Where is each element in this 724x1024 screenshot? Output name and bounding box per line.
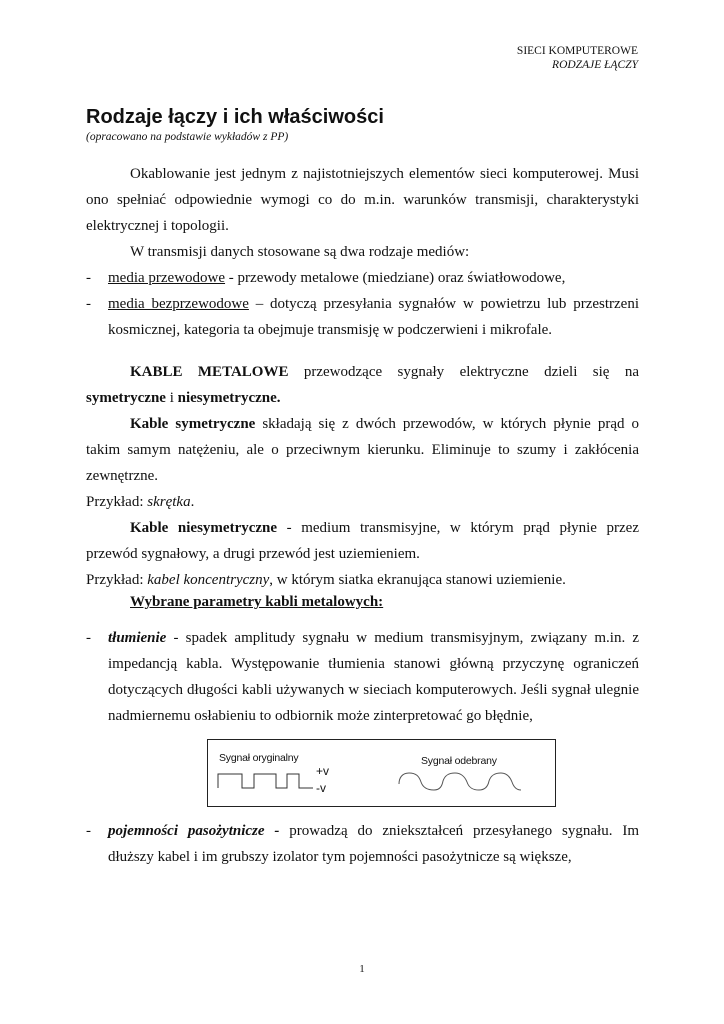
header-topic: RODZAJE ŁĄCZY <box>552 59 638 71</box>
list-item <box>86 265 639 291</box>
bold-text: Kable <box>130 416 176 432</box>
term-parasitic-capacitance: pojemności pasożytnicze - <box>108 823 280 839</box>
italic-text: skrętka <box>147 494 191 510</box>
section-heading: Wybrane parametry kabli metalowych: <box>130 594 384 610</box>
term-wired-media: media przewodowe <box>108 270 226 286</box>
bold-text: niesymetryczne <box>177 520 278 536</box>
received-distorted-wave <box>399 773 521 790</box>
signal-figure <box>207 739 556 807</box>
term-description: prowadzą do zniekształceń przesyłanego sygnału. Im dłuższy kabel i im grubszy izolator tym pojemności pasożytnicze są większe, <box>108 823 639 865</box>
term-attenuation: tłumienie <box>108 630 167 646</box>
bold-text: symetryczne <box>175 416 256 432</box>
page-title: Rodzaje łączy i ich właściwości <box>86 106 384 128</box>
term-wireless-media: media bezprzewodowe <box>108 296 249 312</box>
bullet-dash: - <box>86 823 91 839</box>
original-signal-label: Sygnał oryginalny <box>219 752 299 764</box>
asymmetric-cables-paragraph <box>86 515 639 567</box>
bullet-dash: - <box>86 296 91 312</box>
capacitance-section <box>86 818 639 870</box>
plus-v-label: +v <box>316 764 330 778</box>
minus-v-label: -v <box>316 781 326 795</box>
received-signal-label: Sygnał odebrany <box>421 755 497 767</box>
metal-cables-section <box>86 359 639 593</box>
page-number: 1 <box>359 963 365 975</box>
list-item <box>86 291 639 343</box>
text: . <box>190 494 195 510</box>
bold-text: KABLE METALOWE <box>130 364 289 380</box>
text: Przykład: <box>86 572 148 588</box>
text: składają się z dwóch przewodów, w których płynie prąd o takim samym natężeniu, ale o przeciwnym kierunku. Eliminuje to szumy i zakłócenia zewnętrzne. <box>86 416 639 484</box>
term-description: – dotyczą przesyłania sygnałów w powietrzu lub przestrzeni kosmicznej, kategoria ta obejmuje transmisję w podczerwieni i mikrofale. <box>108 296 639 338</box>
list-item <box>86 625 639 729</box>
bullet-dash: - <box>86 270 91 286</box>
metal-cables-paragraph <box>86 359 639 411</box>
intro-paragraph: Okablowanie jest jednym z najistotniejszych elementów sieci komputerowej. Musi ono spełniać odpowiednie wymogi co do m.in. warunków transmisji, charakterystyki elektrycznej i topologii. <box>86 166 639 234</box>
signal-waveforms <box>208 740 555 806</box>
text: i <box>165 390 178 406</box>
text: - medium transmisyjne, w którym prąd płynie przez przewód sygnałowy, a drugi przewód jest uziemieniem. <box>86 520 639 562</box>
symmetric-cables-paragraph <box>86 411 639 489</box>
text: , w którym siatka ekranująca stanowi uziemienie. <box>269 572 566 588</box>
list-item <box>86 818 639 870</box>
text: Przykład: <box>86 494 148 510</box>
term-description: - przewody metalowe (miedziane) oraz światłowodowe, <box>225 270 566 286</box>
page-subtitle: (opracowano na podstawie wykładów z PP) <box>86 131 289 143</box>
original-square-wave <box>218 774 313 788</box>
bold-text: niesymetryczne. <box>177 390 281 406</box>
italic-text: kabel koncentryczny <box>147 572 270 588</box>
bold-text: symetryczne <box>86 390 166 406</box>
symmetric-example <box>86 489 639 515</box>
bold-text: Kable <box>130 520 178 536</box>
bullet-dash: - <box>86 630 91 646</box>
parameters-section <box>86 589 639 729</box>
term-description: - spadek amplitudy sygnału w medium transmisyjnym, związany m.in. z impedancją kabla. Występowanie tłumienia stanowi główną przyczynę ograniczeń dotyczących długości kabli używanych w sieciach komputerowych. Jeśli sygnał ulegnie nadmiernemu osłabieniu to odbiornik może zinterpretować go błędnie, <box>108 630 639 724</box>
text: przewodzące sygnały elektryczne dzieli się na <box>288 364 639 380</box>
media-intro-paragraph: W transmisji danych stosowane są dwa rodzaje mediów: <box>130 244 470 260</box>
intro-section <box>86 161 639 343</box>
header-course: SIECI KOMPUTEROWE <box>516 45 638 57</box>
